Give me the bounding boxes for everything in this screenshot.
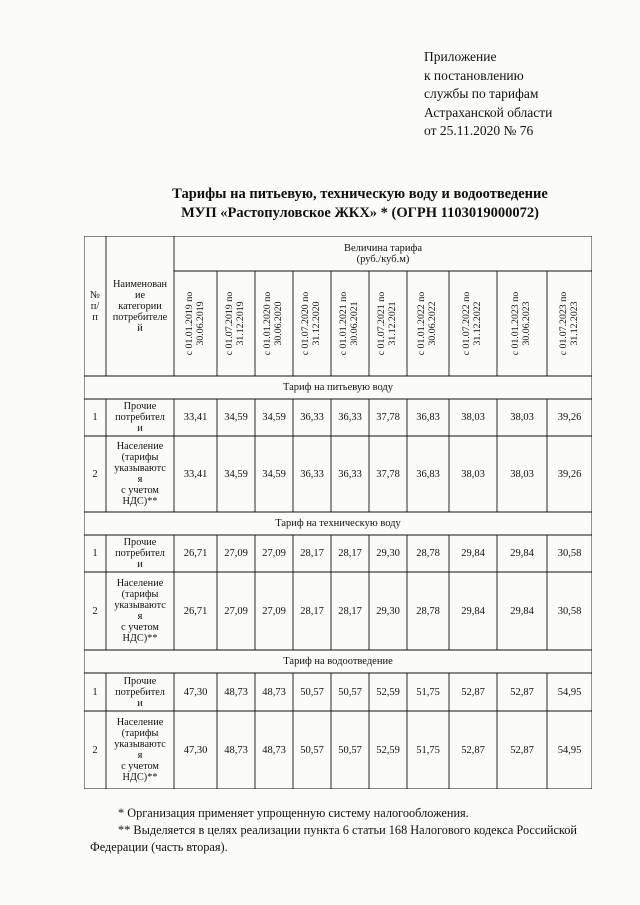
- row-category-cell: [106, 673, 174, 711]
- header-period-7: [407, 271, 449, 376]
- header-category-text: й: [137, 322, 143, 334]
- header-period-4: [293, 271, 331, 376]
- appendix-block: [424, 48, 552, 141]
- row-number-cell: 2: [92, 605, 98, 617]
- row-number-cell: 2: [92, 744, 98, 756]
- category-text-line: НДС)**: [122, 772, 158, 783]
- tariff-table: [84, 236, 592, 789]
- header-number-column: [84, 236, 106, 376]
- tariff-value-cell: 29,30: [376, 605, 400, 617]
- tariff-value-cell: 38,03: [461, 468, 485, 480]
- period-label-line: 30.06.2019: [194, 301, 206, 346]
- period-label-line: 30.06.2020: [273, 301, 285, 346]
- header-period-2: [217, 271, 255, 376]
- category-text-line: Население: [116, 441, 164, 452]
- category-text-line: я: [137, 611, 143, 622]
- period-label: [418, 292, 439, 355]
- tariff-value-cell: 27,09: [262, 548, 286, 559]
- tariff-value-cell: 29,30: [376, 548, 400, 559]
- period-label-line: с 01.01.2023 по: [510, 291, 522, 356]
- category-text-line: Прочие: [123, 537, 157, 548]
- period-label-line: с 01.07.2019 по: [224, 291, 236, 356]
- tariff-value-cell: 27,09: [224, 548, 248, 559]
- period-label-line: 31.12.2020: [311, 301, 323, 346]
- tariff-value-cell: 27,09: [262, 605, 286, 617]
- tariff-value-cell: 34,59: [262, 412, 286, 423]
- period-label: [302, 292, 323, 355]
- tariff-value-cell: 48,73: [224, 686, 248, 698]
- period-label-line: 31.12.2021: [387, 301, 399, 346]
- tariff-value-cell: 50,57: [338, 744, 362, 756]
- header-period-10: [547, 271, 592, 376]
- tariff-value-cell: 36,33: [300, 468, 324, 480]
- tariff-value-cell: 47,30: [183, 744, 208, 756]
- header-category-text: ие: [134, 289, 146, 301]
- tariff-value-cell: 51,75: [416, 744, 440, 756]
- category-text-line: НДС)**: [122, 633, 158, 644]
- header-period-6: [369, 271, 407, 376]
- period-label-line: с 01.07.2020 по: [300, 291, 312, 356]
- category-text-line: я: [137, 474, 143, 485]
- tariff-value-cell: 36,33: [300, 412, 324, 423]
- category-text-line: указываютс: [114, 600, 166, 611]
- tariff-value-cell: 28,17: [300, 605, 324, 617]
- tariff-value-cell: 48,73: [262, 686, 286, 698]
- tariff-value-cell: 30,58: [557, 605, 582, 617]
- tariff-value-cell: 48,73: [262, 744, 286, 756]
- period-label-line: с 01.01.2020 по: [262, 291, 274, 356]
- category-text-line: указываютс: [114, 463, 166, 474]
- period-label-line: с 01.07.2022 по: [461, 291, 473, 356]
- header-period-5: [331, 271, 369, 376]
- tariff-value-cell: 29,84: [510, 548, 534, 559]
- period-label: [185, 292, 206, 355]
- tariff-value-unit: (руб./куб.м): [356, 253, 410, 265]
- period-label-line: с 01.01.2021 по: [338, 291, 350, 356]
- period-label: [378, 292, 399, 355]
- period-label-line: 31.12.2022: [472, 301, 484, 346]
- tariff-value-cell: 28,17: [338, 548, 362, 559]
- tariff-value-cell: 29,84: [510, 605, 534, 617]
- period-label: [226, 292, 247, 355]
- tariff-value-title: Величина тарифа: [343, 242, 423, 254]
- tariff-value-cell: 36,83: [416, 468, 440, 480]
- category-text-line: потребител: [115, 412, 165, 423]
- section-label-row: Тариф на водоотведение: [283, 656, 393, 667]
- tariff-value-cell: 28,78: [416, 605, 440, 617]
- category-text-line: указываютс: [114, 739, 166, 750]
- row-category-cell: [106, 572, 174, 650]
- category-text-line: (тарифы: [121, 728, 159, 739]
- document-title-line-1: Тарифы на питьевую, техническую воду и водоотведение: [172, 186, 548, 202]
- header-tariff-value-title: [174, 236, 592, 271]
- period-label: [463, 292, 484, 355]
- header-number-text: п/: [90, 300, 100, 312]
- tariff-value-cell: 38,03: [461, 412, 485, 423]
- period-label-line: 30.06.2023: [521, 301, 533, 346]
- tariff-value-cell: 37,78: [376, 468, 400, 480]
- section-label-row: Тариф на техническую воду: [275, 518, 401, 529]
- header-category-text: Наименован: [112, 278, 168, 290]
- tariff-value-cell: 52,87: [461, 686, 485, 698]
- header-period-9: [497, 271, 547, 376]
- row-number-cell: 2: [92, 468, 98, 480]
- tariff-value-cell: 29,84: [461, 605, 485, 617]
- appendix-line: от 25.11.2020 № 76: [424, 123, 534, 138]
- row-category-cell: [106, 711, 174, 789]
- section-label-row: Тариф на питьевую воду: [282, 382, 394, 393]
- tariff-value-cell: 34,59: [224, 412, 248, 423]
- category-text-line: Население: [116, 578, 164, 589]
- tariff-value-cell: 28,17: [300, 548, 324, 559]
- period-label-line: с 01.07.2023 по: [558, 291, 570, 356]
- header-category-text: категории: [118, 300, 162, 312]
- category-text-line: потребител: [115, 548, 165, 559]
- tariff-value-cell: 36,33: [338, 412, 362, 423]
- category-text-line: потребител: [115, 686, 165, 698]
- header-period-3: [255, 271, 293, 376]
- tariff-value-cell: 50,57: [300, 744, 324, 756]
- category-text-line: с учетом: [121, 485, 159, 496]
- period-label-line: 31.12.2019: [235, 301, 247, 346]
- category-text-line: я: [137, 750, 143, 761]
- appendix-line: Приложение: [424, 49, 497, 64]
- tariff-value-cell: 36,83: [416, 412, 440, 423]
- tariff-value-cell: 30,58: [557, 548, 582, 559]
- category-text-line: и: [137, 697, 143, 709]
- period-label-line: 30.06.2022: [427, 301, 439, 346]
- row-number-cell: 1: [92, 686, 98, 698]
- tariff-value-cell: 29,84: [461, 548, 485, 559]
- tariff-value-cell: 33,41: [183, 412, 208, 423]
- period-label: [340, 292, 361, 355]
- tariff-value-cell: 52,87: [510, 686, 534, 698]
- category-text-line: (тарифы: [121, 589, 159, 600]
- category-text-line: и: [137, 559, 143, 570]
- category-text-line: с учетом: [121, 622, 159, 633]
- period-label-line: 30.06.2021: [349, 301, 361, 346]
- tariff-value-cell: 26,71: [183, 605, 208, 617]
- appendix-line: службы по тарифам: [424, 86, 539, 101]
- tariff-value-cell: 28,78: [416, 548, 440, 559]
- period-label-line: 31.12.2023: [568, 301, 580, 346]
- tariff-value-cell: 37,78: [376, 412, 400, 423]
- appendix-line: к постановлению: [424, 67, 524, 83]
- tariff-value-cell: 33,41: [183, 468, 208, 480]
- row-category-cell: [106, 399, 174, 436]
- tariff-value-cell: 52,59: [376, 686, 400, 698]
- tariff-value-cell: 28,17: [338, 605, 362, 617]
- document-title-line-2: МУП «Растопуловское ЖКХ» * (ОГРН 1103019000072): [181, 205, 539, 221]
- tariff-value-cell: 27,09: [224, 605, 248, 617]
- row-number-cell: 1: [92, 548, 98, 559]
- period-label-line: с 01.01.2022 по: [416, 291, 428, 356]
- period-label: [264, 292, 285, 355]
- header-category-column: [106, 236, 174, 376]
- footnote-1: * Организация применяет упрощенную систему налогообложения.: [118, 806, 469, 820]
- tariff-value-cell: 48,73: [224, 744, 248, 756]
- tariff-value-cell: 52,87: [461, 744, 485, 756]
- footnote-2: ** Выделяется в целях реализации пункта 6 статьи 168 Налогового кодекса Российской: [118, 823, 578, 837]
- tariff-value-cell: 26,71: [183, 548, 208, 559]
- appendix-line: Астраханской области: [424, 104, 553, 120]
- category-text-line: Население: [116, 717, 164, 728]
- period-label-line: с 01.07.2021 по: [376, 291, 388, 356]
- row-number-cell: 1: [92, 412, 98, 423]
- tariff-value-cell: 34,59: [262, 468, 286, 480]
- tariff-value-cell: 39,26: [557, 468, 582, 480]
- tariff-value-cell: 54,95: [557, 686, 582, 698]
- tariff-value-cell: 47,30: [183, 686, 208, 698]
- tariff-value-cell: 52,59: [376, 744, 400, 756]
- header-period-1: [174, 271, 217, 376]
- period-label-line: с 01.01.2019 по: [184, 291, 196, 356]
- header-number-text: п: [92, 311, 98, 323]
- header-number-text: №: [89, 289, 101, 301]
- period-label: [559, 292, 580, 355]
- header-category-text: потребителе: [112, 311, 168, 323]
- tariff-value-cell: 38,03: [510, 468, 534, 480]
- row-category-cell: [106, 436, 174, 512]
- tariff-value-cell: 54,95: [557, 744, 582, 756]
- category-text-line: и: [137, 423, 143, 434]
- tariff-value-cell: 51,75: [416, 686, 440, 698]
- tariff-value-cell: 38,03: [510, 412, 534, 423]
- footnote-2-continuation: Федерации (часть вторая).: [90, 840, 228, 854]
- category-text-line: с учетом: [121, 761, 159, 772]
- tariff-value-cell: 52,87: [510, 744, 534, 756]
- category-text-line: НДС)**: [122, 496, 158, 507]
- tariff-value-cell: 36,33: [338, 468, 362, 480]
- tariff-value-cell: 34,59: [224, 468, 248, 480]
- row-category-cell: [106, 535, 174, 572]
- category-text-line: Прочие: [123, 401, 157, 412]
- tariff-value-cell: 39,26: [557, 412, 582, 423]
- tariff-value-cell: 50,57: [300, 686, 324, 698]
- header-period-8: [449, 271, 497, 376]
- category-text-line: Прочие: [123, 675, 157, 687]
- period-label: [512, 292, 533, 355]
- tariff-value-cell: 50,57: [338, 686, 362, 698]
- category-text-line: (тарифы: [121, 452, 159, 463]
